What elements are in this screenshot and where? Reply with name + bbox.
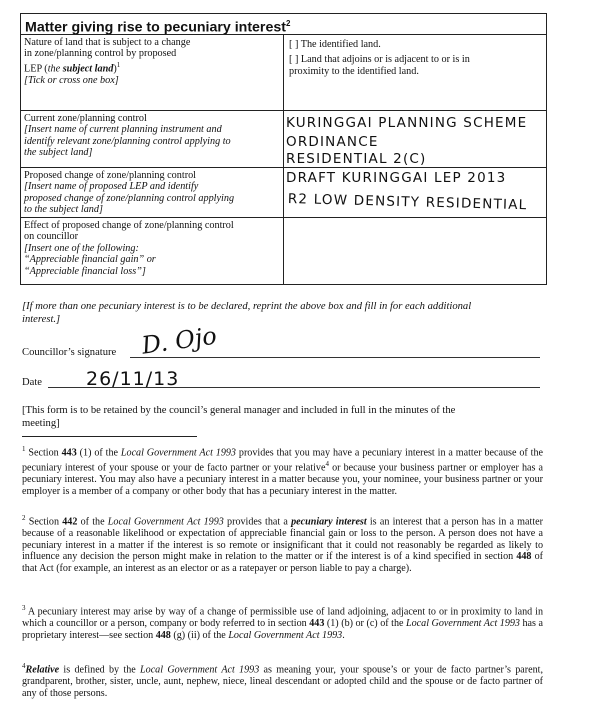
table-row-land-nature: [21, 34, 546, 111]
reprint-note-line-2: interest.]: [22, 313, 61, 325]
land-nature-instruction: [Tick or cross one box]: [24, 74, 119, 86]
current-zone-line-4: the subject land]: [24, 147, 93, 159]
current-zone-line-2: [Insert name of current planning instrument and: [24, 124, 222, 136]
date-handwritten: 26/11/13: [86, 368, 180, 390]
option-adjoining-land-checkbox[interactable]: [ ]: [289, 54, 299, 65]
retain-note: [22, 405, 552, 430]
retain-note-line-1: [This form is to be retained by the council’s general manager and included in full in the minutes of the: [22, 405, 456, 416]
option-identified-land-checkbox[interactable]: [ ]: [289, 39, 299, 50]
proposed-change-label-cell: [21, 168, 284, 218]
footnote-2-term: pecuniary interest: [291, 516, 367, 528]
option-adjoining-land-label-2: proximity to the identified land.: [289, 66, 419, 77]
footnote-4-act: Local Government Act 1993: [140, 664, 260, 676]
land-nature-options-cell: [284, 35, 546, 111]
footnote-1: [22, 444, 543, 497]
signature-handwritten: D. Ojo: [140, 321, 219, 360]
current-zone-line-1: Current zone/planning control: [24, 113, 147, 124]
footnote-divider: [22, 436, 197, 437]
footnote-3-text-g: (g) (ii) of the: [170, 629, 229, 641]
footnote-1-number: 1: [22, 445, 26, 453]
footnote-3-act-2: Local Government Act 1993: [228, 629, 343, 641]
footnote-4-text-b: is defined by the: [59, 664, 141, 676]
footnote-2-section: 442: [62, 516, 78, 528]
footnote-3-text-a: A pecuniary interest may arise by way of a change of permissible use of land adjoining, adjacent to or in proximity to land in which a councillor or a person, company or body referred to in section: [22, 606, 543, 629]
current-zone-label-cell: [21, 111, 284, 168]
footnote-3: [22, 603, 543, 641]
footnote-4-number: 4: [22, 662, 26, 670]
option-adjoining-land-label-1: Land that adjoins or is adjacent to or is in: [300, 54, 470, 65]
table-title-footnote-ref: 2: [285, 19, 291, 28]
option-adjoining-land[interactable]: [289, 54, 541, 66]
effect-line-2: on councillor: [24, 231, 79, 243]
land-nature-label-cell: [21, 35, 284, 111]
reprint-note: [22, 301, 552, 326]
proposed-change-line-4: to the subject land]: [24, 204, 103, 216]
land-nature-line-3a: LEP (: [24, 63, 48, 75]
proposed-change-line-2: [Insert name of proposed LEP and identify: [24, 181, 199, 193]
table-row-current-zone: [21, 110, 546, 168]
footnote-2: [22, 513, 543, 574]
table-title-row: [21, 14, 546, 34]
footnote-4: [22, 661, 543, 699]
option-identified-land-label: The identified land.: [300, 39, 381, 50]
footnote-4-text-d: as meaning your, your spouse’s or your de facto partner’s parent, grandparent, brother, sister, uncle, aunt, nephew, niece, lineal descendant or adopted child and the spouse or de facto partner of any of those persons.: [22, 664, 543, 699]
date-label: Date: [22, 377, 42, 388]
land-nature-line-3b: the: [47, 63, 63, 75]
land-nature-line-3d: ): [113, 63, 117, 75]
footnote-3-text-i: .: [342, 629, 345, 641]
proposed-change-handwritten-1: DRAFT KURINGGAI LEP 2013: [286, 170, 507, 186]
footnote-2-text-g: is an interest that a person has in a matter because of a reasonable likelihood or expectation of appreciable financial gain or loss to the person. A person does not have a pecuniary interest in a matter if the interest is so remote or insignificant that it could not reasonably be regarded as likely to influence any decision the person might make in relation to the matter or if the interest is of a kind specified in section: [22, 516, 543, 563]
footnote-2-number: 2: [22, 514, 26, 522]
effect-line-4: “Appreciable financial gain” or: [24, 254, 156, 266]
current-zone-handwritten-2: ORDINANCE: [286, 134, 379, 150]
effect-line-1: Effect of proposed change of zone/planning control: [24, 220, 234, 231]
footnote-3-text-c: (1) (b) or (c) of the: [324, 617, 407, 629]
footnote-3-act: Local Government Act 1993: [406, 617, 520, 629]
footnote-1-text-e: provides that you may have a pecuniary interest in a matter because of the pecuniary interest of your spouse or your de facto partner or your relative: [22, 447, 543, 474]
footnote-1-act: Local Government Act 1993: [120, 447, 236, 459]
footnote-3-section-448: 448: [155, 629, 171, 641]
pecuniary-interest-table: [20, 13, 547, 285]
footnote-3-number: 3: [22, 604, 26, 612]
footnote-2-act: Local Government Act 1993: [107, 516, 224, 528]
land-nature-line-1: Nature of land that is subject to a change: [24, 37, 191, 48]
proposed-change-line-1: Proposed change of zone/planning control: [24, 170, 197, 181]
table-title-text: Matter giving rise to pecuniary interest: [25, 19, 286, 36]
table-row-proposed-change: [21, 167, 546, 218]
effect-label-cell: [21, 218, 284, 284]
footnote-1-text-f: or because your business partner or employer has a pecuniary interest. You may also have a pecuniary interest in a matter because you, your nominee, your business partner or your employer is a member of a company or other body that has a pecuniary interest in the matter.: [22, 462, 543, 497]
footnote-2-section-448: 448: [516, 551, 532, 563]
footnote-2-text-a: Section: [25, 516, 63, 528]
proposed-change-value-cell[interactable]: [284, 168, 546, 218]
proposed-change-line-3: proposed change of zone/planning control applying: [24, 192, 235, 204]
footnote-3-section: 443: [309, 617, 325, 629]
current-zone-line-3: identify relevant zone/planning control applying to: [24, 135, 231, 147]
footnote-1-text-a: Section: [25, 447, 62, 459]
effect-line-3: [Insert one of the following:: [24, 242, 139, 254]
footnote-2-text-e: provides that a: [223, 516, 292, 528]
footnote-4-term: Relative: [25, 664, 60, 676]
effect-line-5: “Appreciable financial loss”]: [24, 265, 146, 277]
option-identified-land[interactable]: [289, 39, 541, 51]
signature-line[interactable]: [130, 357, 540, 358]
current-zone-value-cell[interactable]: [284, 111, 546, 168]
current-zone-handwritten-1: KURINGGAI PLANNING SCHEME: [286, 115, 528, 131]
signature-label: Councillor’s signature: [22, 347, 117, 358]
effect-value-cell[interactable]: [284, 218, 546, 284]
proposed-change-handwritten-2: R2 LOW DENSITY RESIDENTIAL: [287, 191, 528, 214]
reprint-note-line-1: [If more than one pecuniary interest is to be declared, reprint the above box and fill in for each additional: [22, 301, 472, 312]
land-nature-line-3: [24, 60, 280, 75]
footnote-1-text-c: (1) of the: [76, 447, 121, 459]
land-nature-footnote-ref: 1: [116, 60, 121, 69]
land-nature-line-2: in zone/planning control by proposed: [24, 48, 177, 60]
table-row-effect: [21, 217, 546, 284]
footnote-1-ref: 4: [325, 459, 329, 468]
footnote-3-text-e: has a proprietary interest—see section: [22, 617, 543, 641]
subject-land-term: subject land: [62, 63, 114, 75]
footnote-2-text-c: of the: [77, 516, 108, 528]
footnote-1-section: 443: [61, 447, 77, 459]
retain-note-line-2: meeting]: [22, 417, 60, 429]
current-zone-handwritten-3: RESIDENTIAL 2(C): [286, 151, 427, 167]
footnote-2-text-i: of that Act (for example, an interest as an elector or as a ratepayer or person liable to pay a charge).: [22, 551, 543, 574]
